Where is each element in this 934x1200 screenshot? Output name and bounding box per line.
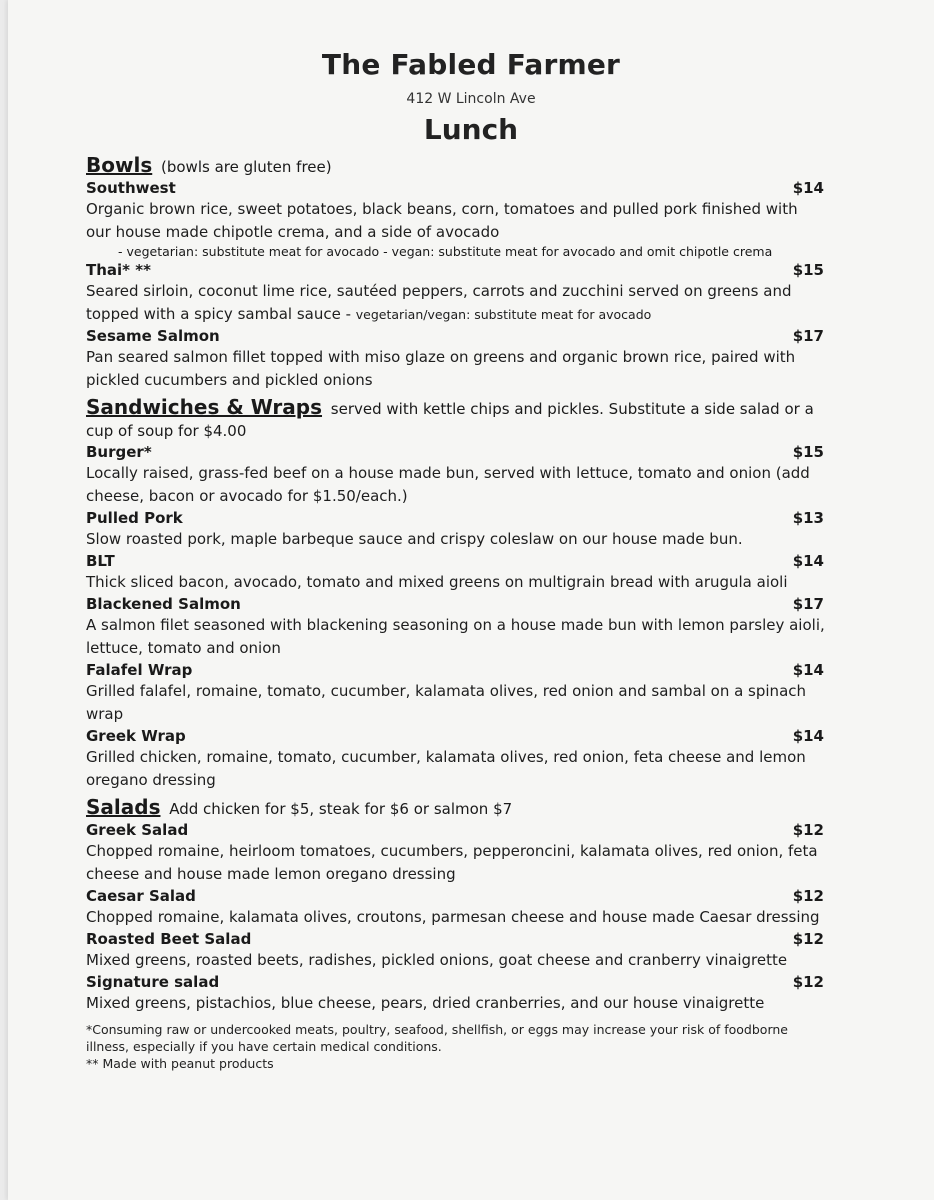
section-title: Bowls — [86, 153, 153, 177]
item-price: $13 — [792, 509, 824, 527]
item-price: $14 — [792, 179, 824, 197]
item-name: Signature salad — [86, 973, 220, 991]
item-description: Slow roasted pork, maple barbeque sauce and crispy coleslaw on our house made bun. — [86, 530, 743, 548]
restaurant-name: The Fabled Farmer — [321, 48, 621, 81]
raw-food-warning: *Consuming raw or undercooked meats, poultry, seafood, shellfish, or eggs may increase your risk of foodborne illness, especially if you have certain medical conditions. — [86, 1022, 788, 1054]
peanut-note: ** Made with peanut products — [86, 1056, 274, 1071]
item-note: - vegetarian: substitute meat for avocado - vegan: substitute meat for avocado and omit chipotle crema — [118, 244, 773, 259]
menu-item — [86, 508, 826, 551]
item-price: $12 — [792, 821, 824, 839]
menu-content — [86, 150, 826, 1072]
item-description: Mixed greens, roasted beets, radishes, pickled onions, goat cheese and cranberry vinaigrette — [86, 951, 788, 969]
menu-item — [86, 726, 826, 792]
item-description: Organic brown rice, sweet potatoes, black beans, corn, tomatoes and pulled pork finished with our house made chipotle crema, and a side of avocado — [86, 200, 798, 241]
item-price: $12 — [792, 973, 824, 991]
item-name: Greek Salad — [86, 821, 189, 839]
menu-title: Lunch — [423, 113, 519, 146]
item-description: A salmon filet seasoned with blackening seasoning on a house made bun with lemon parsley aioli, lettuce, tomato and onion — [86, 616, 825, 657]
menu-item — [86, 178, 826, 260]
item-description: Grilled chicken, romaine, tomato, cucumber, kalamata olives, red onion, feta cheese and lemon oregano dressing — [86, 748, 806, 789]
item-name: BLT — [86, 552, 115, 570]
item-price: $14 — [792, 661, 824, 679]
menu-header — [8, 48, 934, 146]
item-name: Blackened Salmon — [86, 595, 241, 613]
item-description: Thick sliced bacon, avocado, tomato and mixed greens on multigrain bread with arugula aioli — [86, 573, 788, 591]
restaurant-address: 412 W Lincoln Ave — [406, 91, 536, 107]
item-price: $12 — [792, 887, 824, 905]
menu-item — [86, 594, 826, 660]
item-name: Greek Wrap — [86, 727, 186, 745]
menu-item — [86, 972, 826, 1015]
item-description: Chopped romaine, heirloom tomatoes, cucumbers, pepperoncini, kalamata olives, red onion, feta cheese and house made lemon oregano dressing — [86, 842, 818, 883]
menu-item — [86, 260, 826, 326]
section-title: Salads — [86, 795, 161, 819]
section-header-salads — [86, 796, 826, 820]
section-subtitle: Add chicken for $5, steak for $6 or salmon $7 — [164, 800, 513, 818]
section-subtitle: served with kettle chips and pickles. Substitute a side salad or a cup of soup for $4.00 — [86, 400, 814, 440]
section-header-bowls — [86, 154, 826, 178]
item-description: Chopped romaine, kalamata olives, croutons, parmesan cheese and house made Caesar dressing — [86, 908, 820, 926]
item-name: Sesame Salmon — [86, 327, 220, 345]
item-name: Pulled Pork — [86, 509, 183, 527]
item-price: $15 — [792, 261, 824, 279]
item-price: $17 — [792, 595, 824, 613]
menu-sheet — [8, 0, 934, 1200]
section-header-sandwiches — [86, 396, 826, 442]
menu-item — [86, 660, 826, 726]
item-name: Thai* ** — [86, 261, 151, 279]
item-name: Roasted Beet Salad — [86, 930, 252, 948]
section-subtitle: (bowls are gluten free) — [156, 158, 332, 176]
item-description-main: Seared sirloin, coconut lime rice, sautéed peppers, carrots and zucchini served on greens and topped with a spicy sambal sauce - — [86, 282, 792, 323]
item-description: Grilled falafel, romaine, tomato, cucumber, kalamata olives, red onion and sambal on a spinach wrap — [86, 682, 807, 723]
item-description — [86, 280, 826, 326]
menu-item — [86, 442, 826, 508]
menu-item — [86, 886, 826, 929]
footnotes — [86, 1021, 826, 1072]
menu-item — [86, 551, 826, 594]
item-price: $14 — [792, 552, 824, 570]
item-description: Locally raised, grass-fed beef on a house made bun, served with lettuce, tomato and onion (add cheese, bacon or avocado for $1.50/each.) — [86, 464, 810, 505]
menu-item — [86, 326, 826, 392]
item-price: $15 — [792, 443, 824, 461]
item-name: Southwest — [86, 179, 176, 197]
menu-item — [86, 820, 826, 886]
item-name: Falafel Wrap — [86, 661, 193, 679]
item-price: $14 — [792, 727, 824, 745]
menu-item — [86, 929, 826, 972]
section-title: Sandwiches & Wraps — [86, 395, 323, 419]
item-name: Burger* — [86, 443, 152, 461]
item-description-note: vegetarian/vegan: substitute meat for avocado — [355, 307, 652, 322]
item-description: Pan seared salmon fillet topped with miso glaze on greens and organic brown rice, paired with pickled cucumbers and pickled onions — [86, 348, 796, 389]
item-price: $17 — [792, 327, 824, 345]
item-description: Mixed greens, pistachios, blue cheese, pears, dried cranberries, and our house vinaigrette — [86, 994, 765, 1012]
item-name: Caesar Salad — [86, 887, 196, 905]
item-price: $12 — [792, 930, 824, 948]
